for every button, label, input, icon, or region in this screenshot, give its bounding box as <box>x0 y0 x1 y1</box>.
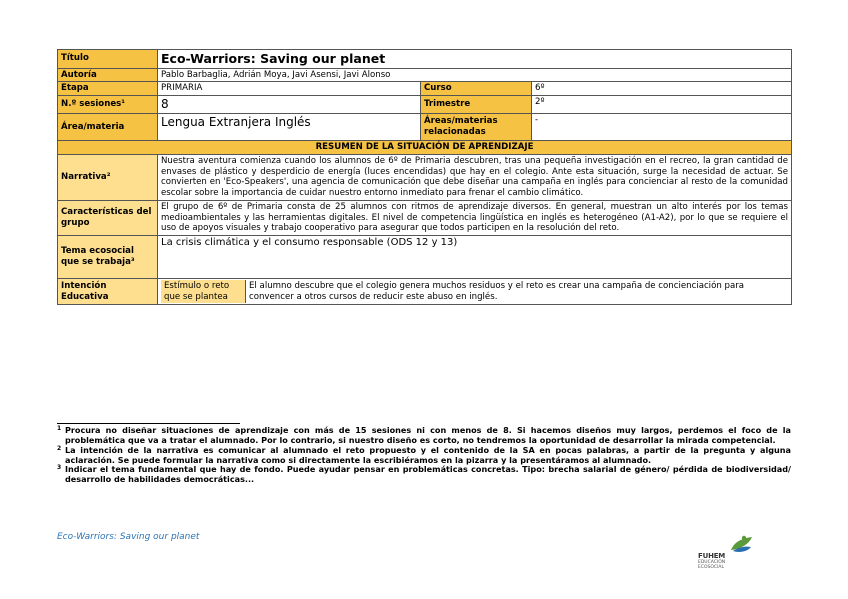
area-value: Lengua Extranjera Inglés <box>158 114 421 141</box>
narrativa-label: Narrativa² <box>58 154 158 200</box>
row-autoria <box>58 68 792 82</box>
caracteristicas-label: Características del grupo <box>58 200 158 235</box>
autoria-value: Pablo Barbaglia, Adrián Moya, Javi Asensi, Javi Alonso <box>158 68 792 82</box>
titulo-value: Eco-Warriors: Saving our planet <box>158 50 792 69</box>
etapa-label: Etapa <box>58 82 158 96</box>
areas-rel-value: - <box>532 114 792 141</box>
titulo-label: Título <box>58 50 158 69</box>
sesiones-label: N.º sesiones¹ <box>58 96 158 114</box>
curso-value: 6º <box>532 82 792 96</box>
trimestre-label: Trimestre <box>421 96 532 114</box>
row-tema <box>58 235 792 278</box>
footnote-2 <box>57 446 791 466</box>
intencion-label: Intención Educativa <box>58 278 158 304</box>
estimulo-value: El alumno descubre que el colegio genera muchos residuos y el reto es crear una campaña de concienciación para convencer a otros cursos de reducir este abuso en inglés. <box>249 280 745 302</box>
footer-title: Eco-Warriors: Saving our planet <box>57 532 200 542</box>
curso-label: Curso <box>421 82 532 96</box>
row-titulo <box>58 50 792 69</box>
row-etapa <box>58 82 792 96</box>
areas-rel-label: Áreas/materias relacionadas <box>421 114 532 141</box>
footnote-1-number: 1 <box>57 425 62 432</box>
intencion-cell <box>158 278 792 304</box>
narrativa-value: Nuestra aventura comienza cuando los alumnos de 6º de Primaria descubren, tras una pequeña investigación en el recreo, la gran cantidad de envases de plástico y desperdicio de energía (luces encendidas) que hay en el colegio. Ante esta situación, surge la necesidad de actuar. Se convierten en 'Eco-Speakers', una agencia de comunicación que debe diseñar una campaña en inglés para concienciar al resto de la comunidad escolar sobre la importancia de cuidar nuestro entorno inmediato para frenar el cambio climático. <box>158 154 792 200</box>
footnote-separator <box>57 423 240 424</box>
footnote-2-number: 2 <box>57 444 62 452</box>
row-sesiones <box>58 96 792 114</box>
learning-situation-table <box>57 49 792 305</box>
logo-text: FUHEM <box>698 552 726 560</box>
footnote-3-text: Indicar el tema fundamental que hay de fondo. Puede ayudar pensar en problemáticas concretas. Tipo: brecha salarial de género/ pérdida de biodiversidad/ desarrollo de habilidades democráticas... <box>65 464 791 485</box>
tema-label: Tema ecosocial que se trabaja³ <box>58 235 158 278</box>
row-caracteristicas <box>58 200 792 235</box>
autoria-label: Autoría <box>58 68 158 82</box>
row-narrativa <box>58 154 792 200</box>
caracteristicas-value: El grupo de 6º de Primaria consta de 25 alumnos con ritmos de aprendizaje diversos. En general, muestran un alto interés por los temas medioambientales y las herramientas digitales. El nivel de competencia lingüística en inglés es heterogéneo (A1-A2), por lo que se requiere el uso de apoyos visuales y trabajo cooperativo para asegurar que todos participen en la resolución del reto. <box>158 200 792 235</box>
tema-value: La crisis climática y el consumo responsable (ODS 12 y 13) <box>158 235 792 278</box>
footnote-2-text: La intención de la narrativa es comunicar al alumnado el reto propuesto y el contenido de la SA en pocas palabras, a partir de la pregunta y alguna aclaración. Se puede formular la narrativa como si directamente la escribiéramos en la pizarra y la presentáramos al alumnado. <box>65 444 791 465</box>
trimestre-value: 2º <box>532 96 792 114</box>
fuhem-logo <box>695 534 755 578</box>
estimulo-table <box>161 280 788 303</box>
logo-subtext <box>698 561 725 571</box>
footnote-3 <box>57 465 791 485</box>
footnotes <box>57 426 791 485</box>
estimulo-label: Estímulo o reto que se plantea <box>161 280 246 303</box>
logo-sub-line-2: ECOSOCIAL <box>698 564 724 570</box>
footnote-3-number: 3 <box>57 464 62 472</box>
row-intencion <box>58 278 792 304</box>
sesiones-value: 8 <box>158 96 421 114</box>
row-area <box>58 114 792 141</box>
footnote-1 <box>57 426 791 446</box>
summary-header: RESUMEN DE LA SITUACIÓN DE APRENDIZAJE <box>58 141 792 155</box>
area-label: Área/materia <box>58 114 158 141</box>
footnote-1-text: Procura no diseñar situaciones de aprendizaje con más de 15 sesiones ni con menos de 8. Si hacemos diseños muy largos, perdemos el foco de la problemática que va a tratar el alumnado. Por lo contrario, si nuestro diseño es corto, no tendremos la oportunidad de desarrollar la mirada competencial. <box>65 425 791 445</box>
etapa-value: PRIMARIA <box>158 82 421 96</box>
row-summary-header <box>58 141 792 155</box>
logo-sub-line-1: EDUCACIÓN <box>698 560 726 565</box>
